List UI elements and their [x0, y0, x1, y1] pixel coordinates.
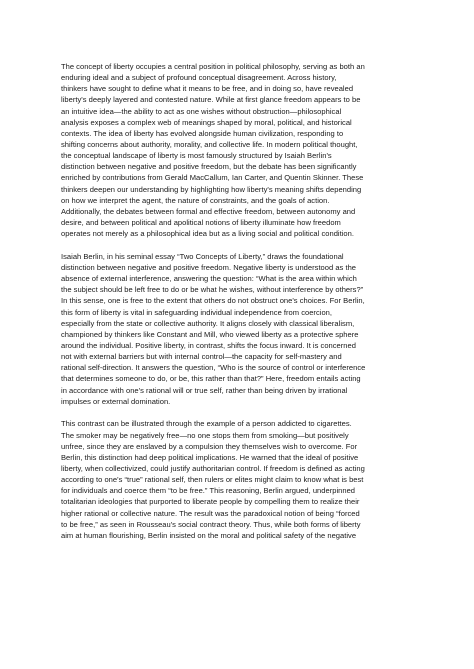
text-line: distinction between negative and positive freedom. Negative liberty is understood as the [61, 262, 357, 272]
text-line: Isaiah Berlin, in his seminal essay “Two Concepts of Liberty,” draws the foundational [61, 251, 344, 261]
text-line: higher rational or collective nature. The result was the paradoxical notion of being “forced [61, 508, 360, 518]
paragraph-berlin-two-concepts [61, 251, 421, 407]
text-line: according to one's “true” rational self, then rulers or elites might claim to know what is best [61, 475, 364, 485]
text-line: Additionally, the debates between formal and effective freedom, between autonomy and [61, 206, 356, 216]
text-line: liberty's deeply layered and contested nature. While at first glance freedom appears to be [61, 95, 361, 105]
text-line: an intuitive idea—the ability to act as one wishes without obstruction—philosophical [61, 106, 342, 116]
text-line: liberty, when collectivized, could justify authoritarian control. If freedom is defined as acting [61, 463, 365, 473]
text-line: around the individual. Positive liberty, in contrast, shifts the focus inward. It is concerned [61, 340, 356, 350]
text-line: the conceptual landscape of liberty is most famously structured by Isaiah Berlin's [61, 151, 332, 161]
document-body [61, 61, 421, 553]
text-line: impulses or external domination. [61, 396, 171, 406]
text-line: especially from the state or collective authority. It aligns closely with classical liberalism, [61, 318, 355, 328]
text-line: unfree, since they are enslaved by a compulsion they themselves wish to overcome. For [61, 441, 358, 451]
paragraph-liberty-intro [61, 61, 421, 239]
text-line: In this sense, one is free to the extent that others do not obstruct one's choices. For Berlin, [61, 296, 365, 306]
text-line: this form of liberty is vital in safeguarding individual independence from coercion, [61, 307, 332, 317]
text-line: totalitarian ideologies that purported to liberate people by compelling them to realize their [61, 497, 360, 507]
paragraph-smoker-example [61, 418, 421, 541]
text-line: in accordance with one's rational will or true self, rather than being driven by irrational [61, 385, 348, 395]
text-line: distinction between negative and positive freedom, but the debate has been significantly [61, 162, 357, 172]
text-line: operates not merely as a philosophical idea but as a living social and political condition. [61, 229, 354, 239]
text-line: the subject should be left free to do or be what he wishes, without interference by others?” [61, 285, 364, 295]
text-line: contexts. The idea of liberty has evolved alongside human civilization, responding to [61, 128, 344, 138]
text-line: on how we interpret the agent, the nature of constraints, and the goals of action. [61, 195, 330, 205]
text-line: aim at human flourishing, Berlin insisted on the moral and political safety of the negative [61, 530, 357, 540]
text-line: thinkers have sought to define what it means to be free, and in doing so, have revealed [61, 84, 354, 94]
text-line: desire, and between political and apolitical notions of liberty illuminate how freedom [61, 217, 341, 227]
text-line: to be free,” as seen in Rousseau's social contract theory. Thus, while both forms of liberty [61, 519, 361, 529]
text-line: shifting concerns about authority, morality, and collective life. In modern political thought, [61, 139, 358, 149]
text-line: for individuals and coerce them “to be free.” This reasoning, Berlin argued, underpinned [61, 486, 356, 496]
text-line: not with external barriers but with internal control—the capacity for self-mastery and [61, 352, 342, 362]
text-line: enriched by contributions from Gerald MacCallum, Ian Carter, and Quentin Skinner. These [61, 173, 364, 183]
text-line: analysis exposes a complex web of meanings shaped by moral, political, and historical [61, 117, 352, 127]
text-line: Berlin, this distinction had deep political implications. He warned that the ideal of positive [61, 452, 359, 462]
text-line: rational self-direction. It answers the question, “Who is the source of control or interference [61, 363, 366, 373]
text-line: The concept of liberty occupies a central position in political philosophy, serving as both an [61, 62, 365, 71]
text-line: enduring ideal and a subject of profound conceptual disagreement. Across history, [61, 73, 337, 83]
text-line: thinkers deepen our understanding by highlighting how liberty's meaning shifts depending [61, 184, 362, 194]
text-line: The smoker may be negatively free—no one stops them from smoking—but positively [61, 430, 349, 440]
text-line: championed by thinkers like Constant and Mill, who viewed liberty as a protective sphere [61, 329, 359, 339]
text-line: This contrast can be illustrated through the example of a person addicted to cigarettes. [61, 419, 352, 429]
text-line: that determines someone to do, or be, this rather than that?” Here, freedom entails acting [61, 374, 361, 384]
text-line: absence of external interference, answering the question: “What is the area within which [61, 274, 357, 284]
